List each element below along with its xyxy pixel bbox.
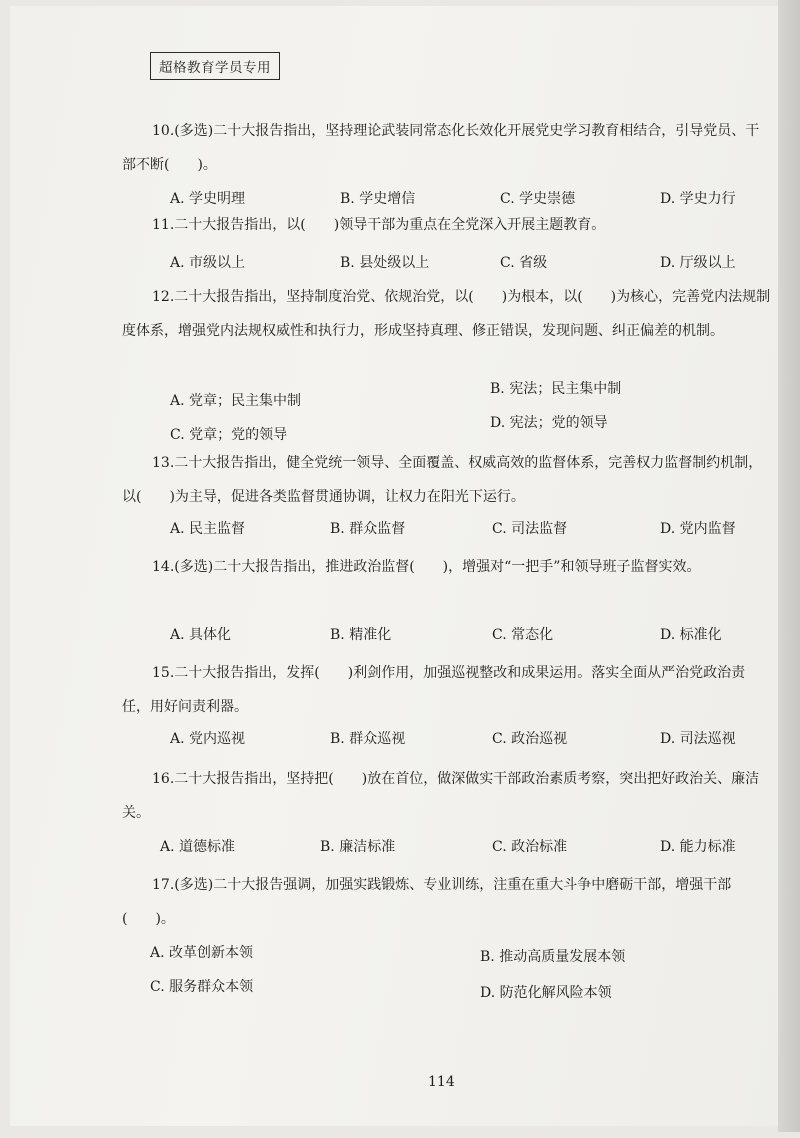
question-text: 二十大报告指出，坚持把( )放在首位，做深做实干部政治素质考察，突出把好政治关、廉洁关。	[122, 771, 760, 821]
option-d: D. 司法巡视	[660, 731, 736, 747]
option-d: D. 宪法；党的领导	[490, 415, 608, 431]
question-text: 二十大报告指出，推进政治监督( )，增强对“一把手”和领导班子监督实效。	[213, 559, 701, 575]
question-tag: (多选)	[174, 877, 214, 893]
option-c: C. 党章；党的领导	[170, 427, 288, 443]
option-c: C. 政治标准	[492, 839, 568, 855]
option-b: B. 学史增信	[340, 191, 416, 207]
options-11	[170, 252, 770, 282]
options-15	[170, 728, 770, 758]
question-text: 二十大报告强调，加强实践锻炼、专业训练，注重在重大斗争中磨砺干部，增强干部( )。	[122, 877, 732, 927]
option-c: C. 学史崇德	[500, 191, 576, 207]
option-c: C. 服务群众本领	[150, 979, 254, 995]
option-b: B. 群众监督	[330, 521, 406, 537]
page-number: 114	[428, 1074, 455, 1090]
option-b: B. 县处级以上	[340, 255, 430, 271]
question-text: 二十大报告指出，健全党统一领导、全面覆盖、权威高效的监督体系，完善权力监督制约机制，以( )为主导，促进各类监督贯通协调，让权力在阳光下运行。	[122, 455, 763, 505]
question-number: 12.	[152, 289, 175, 305]
question-10	[122, 114, 772, 182]
question-number: 11.	[152, 217, 175, 233]
option-d: D. 厅级以上	[660, 255, 736, 271]
option-d: D. 党内监督	[660, 521, 736, 537]
question-11	[122, 208, 772, 242]
document-page	[10, 6, 790, 1126]
question-12	[122, 280, 772, 348]
option-b: B. 廉洁标准	[320, 839, 396, 855]
option-a: A. 具体化	[170, 627, 232, 643]
option-b: B. 精准化	[330, 627, 392, 643]
question-17	[122, 868, 772, 936]
question-text: 二十大报告指出，坚持制度治党、依规治党，以( )为根本，以( )为核心，完善党内法规制度体系，增强党内法规权威性和执行力，形成坚持真理、修正错误，发现问题、纠正偏差的机制。	[122, 289, 771, 339]
question-number: 14.	[152, 559, 175, 575]
option-d: D. 学史力行	[660, 191, 736, 207]
option-a: A. 道德标准	[160, 839, 236, 855]
option-c: C. 常态化	[492, 627, 554, 643]
option-b: B. 推动高质量发展本领	[480, 949, 626, 965]
option-c: C. 司法监督	[492, 521, 568, 537]
header-stamp: 超格教育学员专用	[150, 52, 280, 80]
option-c: C. 政治巡视	[492, 731, 568, 747]
option-c: C. 省级	[500, 255, 548, 271]
question-number: 10.	[152, 123, 175, 139]
options-14	[170, 624, 770, 654]
question-text: 二十大报告指出，发挥( )利剑作用，加强巡视整改和成果运用。落实全面从严治党政治责任，用好问责利器。	[122, 665, 746, 715]
question-number: 16.	[152, 771, 175, 787]
question-number: 17.	[152, 877, 175, 893]
book-edge	[778, 0, 800, 1132]
question-number: 13.	[152, 455, 175, 471]
option-d: D. 标准化	[660, 627, 722, 643]
option-a: A. 民主监督	[170, 521, 246, 537]
question-13	[122, 446, 772, 514]
option-b: B. 群众巡视	[330, 731, 406, 747]
option-a: A. 市级以上	[170, 255, 246, 271]
question-16	[122, 762, 772, 830]
question-14	[122, 550, 772, 584]
options-13	[170, 518, 770, 548]
option-a: A. 党章；民主集中制	[170, 393, 302, 409]
question-text: 二十大报告指出，以( )领导干部为重点在全党深入开展主题教育。	[174, 217, 606, 233]
question-text: 二十大报告指出，坚持理论武装同常态化长效化开展党史学习教育相结合，引导党员、干部不断( )。	[122, 123, 760, 173]
question-15	[122, 656, 772, 724]
option-a: A. 党内巡视	[170, 731, 246, 747]
option-a: A. 学史明理	[170, 191, 246, 207]
option-d: D. 能力标准	[660, 839, 736, 855]
option-a: A. 改革创新本领	[150, 945, 254, 961]
option-d: D. 防范化解风险本领	[480, 985, 612, 1001]
question-number: 15.	[152, 665, 175, 681]
question-tag: (多选)	[174, 559, 214, 575]
question-tag: (多选)	[174, 123, 214, 139]
options-16	[160, 836, 770, 866]
option-b: B. 宪法；民主集中制	[490, 381, 622, 397]
